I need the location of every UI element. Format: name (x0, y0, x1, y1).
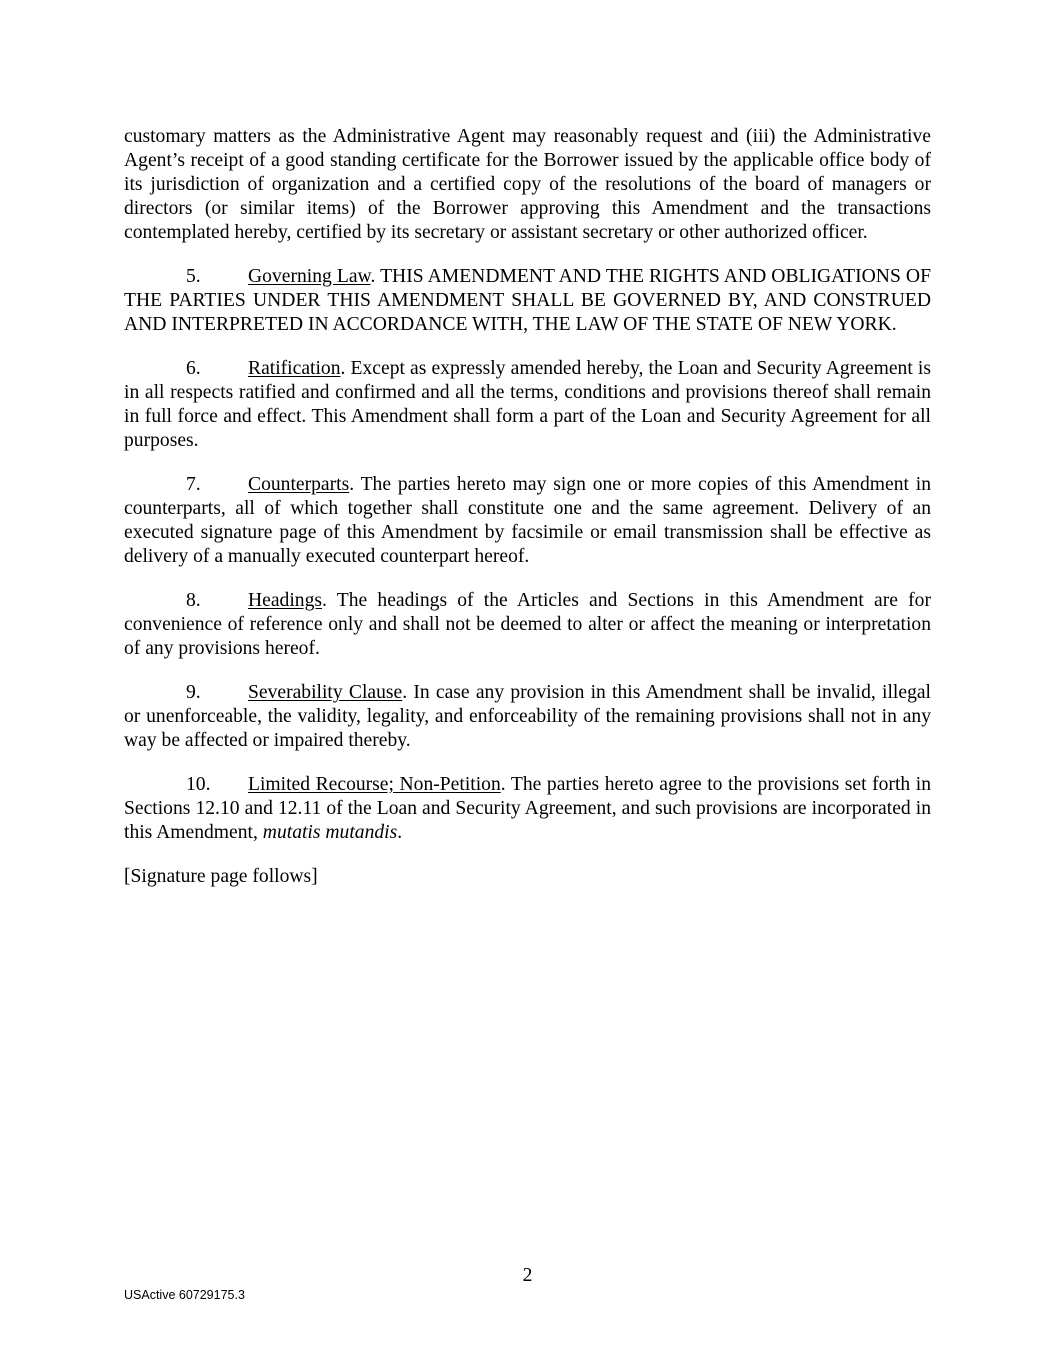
section-number: 8. (186, 590, 201, 611)
section-text: Except as expressly amended hereby, the Loan and Security Agreement is in all respects ratified and confirmed and all the terms, conditions and provisions thereof shall remain in full force and effect. This Amendment shall form a part of the Loan and Security Agreement for all purposes. (124, 358, 931, 451)
section-number: 7. (186, 474, 201, 495)
section-number: 5. (186, 266, 201, 287)
section-heading: Headings (248, 590, 323, 611)
section-text: The parties hereto agree to the provisions set forth in Sections 12.10 and 12.11 of the Loan and Security Agreement, and such provisions are incorporated in this Amendment, (124, 774, 931, 843)
section-headings: 8. Headings. The headings of the Articles and Sections in this Amendment are for convenience of reference only and shall not be deemed to alter or affect the meaning or interpretation of any provisions hereof. (124, 590, 931, 659)
document-body (124, 125, 931, 909)
section-heading: Counterparts (248, 474, 350, 495)
signature-page-note: [Signature page follows] (124, 866, 318, 887)
page-number: 2 (522, 1265, 533, 1286)
section-counterparts: 7. Counterparts. The parties hereto may sign one or more copies of this Amendment in counterparts, all of which together shall constitute one and the same agreement. Delivery of an executed signature page of this Amendment by facsimile or email transmission shall be effective as delivery of a manually executed counterpart hereof. (124, 474, 931, 567)
document-id: USActive 60729175.3 (124, 1288, 245, 1302)
section-limited-recourse: 10. Limited Recourse; Non-Petition. The parties hereto agree to the provisions set forth in Sections 12.10 and 12.11 of the Loan and Security Agreement, and such provisions are incorporated in this Amendment, mutatis mutandis. (124, 774, 931, 843)
section-text: The parties hereto may sign one or more copies of this Amendment in counterparts, all of which together shall constitute one and the same agreement. Delivery of an executed signature page of this Amendment by facsimile or email transmission shall be effective as delivery of a manually executed counterpart hereof. (124, 474, 931, 567)
section-number: 10. (186, 774, 211, 795)
intro-paragraph: customary matters as the Administrative Agent may reasonably request and (iii) the Administrative Agent’s receipt of a good standing certificate for the Borrower issued by the applicable office body of its jurisdiction of organization and a certified copy of the resolutions of the board of managers or directors (or similar items) of the Borrower approving this Amendment and the transactions contemplated hereby, certified by its secretary or assistant secretary or other authorized officer. (124, 126, 931, 243)
section-heading: Limited Recourse; Non-Petition (248, 774, 501, 795)
section-heading: Ratification (248, 358, 341, 379)
section-text: The headings of the Articles and Sections in this Amendment are for convenience of reference only and shall not be deemed to alter or affect the meaning or interpretation of any provisions hereof. (124, 590, 931, 659)
section-text: THIS AMENDMENT AND THE RIGHTS AND OBLIGATIONS OF THE PARTIES UNDER THIS AMENDMENT SHALL BE GOVERNED BY, AND CONSTRUED AND INTERPRETED IN ACCORDANCE WITH, THE LAW OF THE STATE OF NEW YORK. (124, 266, 931, 335)
section-text: In case any provision in this Amendment shall be invalid, illegal or unenforceable, the validity, legality, and enforceability of the remaining provisions shall not in any way be affected or impaired thereby. (124, 682, 932, 751)
section-severability: 9. Severability Clause. In case any provision in this Amendment shall be invalid, illegal or unenforceable, the validity, legality, and enforceability of the remaining provisions shall not in any way be affected or impaired thereby. (124, 682, 932, 751)
section-ratification: 6. Ratification. Except as expressly amended hereby, the Loan and Security Agreement is in all respects ratified and confirmed and all the terms, conditions and provisions thereof shall remain in full force and effect. This Amendment shall form a part of the Loan and Security Agreement for all purposes. (124, 358, 931, 451)
section-end-text: . (397, 822, 403, 843)
section-number: 9. (186, 682, 201, 703)
section-italic-text: mutatis mutandis (262, 822, 398, 843)
section-number: 6. (186, 358, 201, 379)
section-heading: Governing Law (248, 266, 371, 287)
section-governing-law: 5. Governing Law. THIS AMENDMENT AND THE RIGHTS AND OBLIGATIONS OF THE PARTIES UNDER THIS AMENDMENT SHALL BE GOVERNED BY, AND CONSTRUED AND INTERPRETED IN ACCORDANCE WITH, THE LAW OF THE STATE OF NEW YORK. (124, 266, 931, 335)
section-heading: Severability Clause (248, 682, 403, 703)
